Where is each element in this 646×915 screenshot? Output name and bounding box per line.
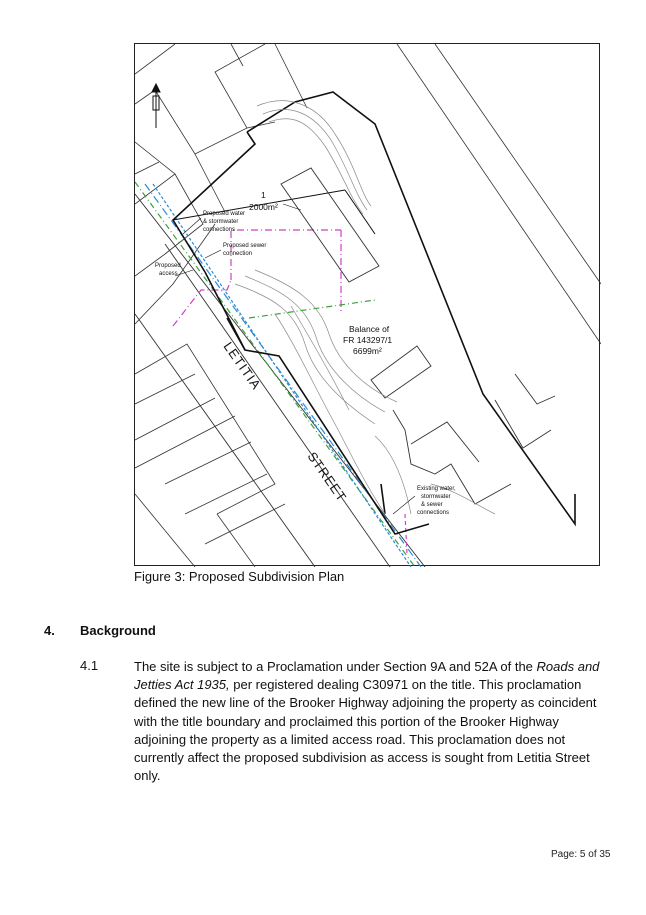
highway-edge [397,44,601,344]
subdivision-plan-drawing [135,44,601,567]
paragraph-text-after: per registered dealing C30971 on the title. This proclamation defined the new line of the Brooker Highway adjoining the property as coincident with the title boundary and proclaimed this portion of the Brooker Highway adjoining the property as a limited access road. This proclamation does not currently affect the proposed subdivision as access is sought from Letitia Street only. [134,677,597,784]
buildings [281,168,555,504]
paragraph-text [134,658,604,785]
balance-line-3: 6699m² [353,346,382,356]
existing-callout-line-3: & sewer [421,502,443,508]
access-callout-line-2: access [159,271,178,277]
street-label-street: STREET [304,449,350,505]
opposite-parcels [135,344,285,567]
balance-line-1: Balance of [349,324,390,334]
figure-caption: Figure 3: Proposed Subdivision Plan [134,569,345,584]
callout-leaders [175,204,415,514]
page-number: Page: 5 of 35 [551,849,611,860]
water-callout-line-1: Proposed water [203,211,246,217]
section-number: 4. [44,623,55,638]
access-callout-line-1: Proposed [155,263,181,269]
act-name: Roads and Jetties Act 1935, [134,659,600,693]
sewer-callout-line-2: connection [223,251,253,257]
balance-line-2: FR 143297/1 [343,335,393,345]
north-arrow-icon [152,84,160,128]
paragraph-text-before: The site is subject to a Proclamation under Section 9A and 52A of the [134,659,537,674]
subdivision-plan-figure [134,43,600,566]
existing-callout-line-2: stormwater [421,494,451,500]
existing-callout-line-1: Existing water, [417,486,456,492]
letitia-street-road [135,194,425,567]
paragraph-number: 4.1 [80,658,99,673]
lot1-area: 2000m² [249,202,278,212]
water-callout-line-2: & stormwater [203,219,239,225]
site-boundary [173,92,575,534]
section-title: Background [80,623,156,638]
sewer-callout-line-1: Proposed sewer [223,243,267,249]
contours [235,101,495,514]
water-callout-line-3: connections [203,227,236,233]
lot1-number: 1 [261,190,266,200]
existing-callout-line-4: connections [417,510,450,516]
street-label-letitia: LETITIA [220,339,265,393]
